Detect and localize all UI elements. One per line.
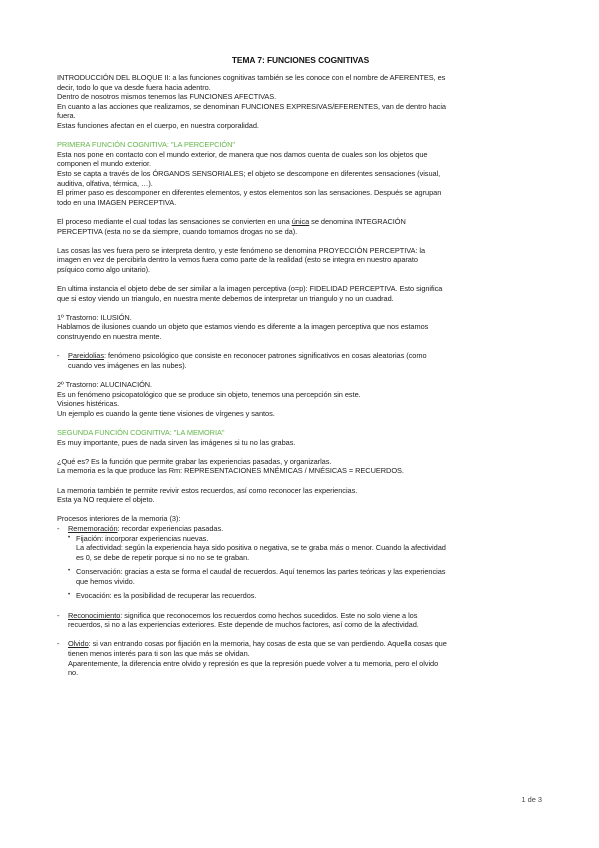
text-line: cuando ves imágenes en las nubes). (68, 360, 187, 370)
text-span: se denomina INTEGRACIÓN (309, 216, 406, 226)
list-item (57, 639, 544, 649)
intro-line: fuera. (57, 111, 76, 121)
text-line: que hemos vivido. (76, 576, 135, 586)
text-line: Es un fenómeno psicopatológico que se produce sin objeto, tenemos una percepción sin este. (57, 389, 361, 399)
trastorno-heading (57, 380, 544, 390)
text-line: Un ejemplo es cuando la gente tiene visiones de vírgenes y santos. (57, 408, 275, 418)
intro-line: Dentro de nosotros mismos tenemos las FUNCIONES AFECTIVAS. (57, 92, 277, 102)
text-line: El primer paso es descomponer en diferentes elementos, y estos elementos son las sensaciones. Después se agrupan (57, 188, 442, 198)
text-line: psíquico como algo unitario). (57, 264, 151, 274)
text-line: ¿Qué es? Es la función que permite grabar las experiencias pasadas, y organizarlas. (57, 456, 332, 466)
underlined-term: Olvido (68, 639, 89, 649)
text-line (57, 217, 544, 227)
document-page (57, 55, 544, 678)
trastorno-heading (57, 313, 544, 323)
text-line: PERCEPTIVA (esta no se da siempre, cuando tomamos drogas no se da). (57, 226, 298, 236)
text-line: En ultima instancia el objeto debe de ser similar a la imagen perceptiva (o=p): FIDELIDAD PERCEPTIVA. Esto significa (57, 284, 443, 294)
text-line: Aparentemente, la diferencia entre olvido y represión es que la represión puede volver a tu memoria, pero el olvido (68, 658, 439, 668)
underlined-term: Pareidolias (68, 351, 105, 361)
text-line: construyendo en nuestra mente. (57, 332, 162, 342)
underlined-word: única (291, 216, 310, 226)
underlined-term: Reconocimiento (68, 610, 121, 620)
text-line: todo en una IMAGEN PERCEPTIVA. (57, 197, 177, 207)
text-span: : significa que reconocemos los recuerdos como hechos sucedidos. Este no solo viene a los (120, 610, 418, 620)
text-line: Es muy importante, pues de nada sirven las imágenes si tu no las grabas. (57, 437, 296, 447)
page-title: TEMA 7: FUNCIONES COGNITIVAS (231, 55, 370, 65)
text-line: es 0, se debe de repetir porque si no no se te graban. (76, 552, 250, 562)
text-span: 2º Trastorno: (57, 380, 101, 389)
list-item (57, 351, 544, 361)
underlined-term: Rememoración (68, 523, 118, 533)
text-span: : fenómeno psicológico que consiste en reconocer patrones significativos en cosas aleatorias (como (104, 351, 427, 361)
text-line: que si estoy viendo un triangulo, en nuestra mente debemos de interpretar un triangulo y no un cuadrad. (57, 293, 394, 303)
text-span: ILUSIÓN. (100, 312, 132, 322)
text-line: Esto se capta a través de los ÓRGANOS SENSORIALES; el objeto se descompone en diferentes sensaciones (visual, (57, 168, 441, 178)
text-line: Hablamos de ilusiones cuando un objeto que estamos viendo es diferente a la imagen perceptiva que nos estamos (57, 322, 429, 332)
text-line: Las cosas las ves fuera pero se interpreta dentro, y este fenómeno se denomina PROYECCIÓN PERCEPTIVA: la (57, 245, 426, 255)
text-line: La memoria es la que produce las Rm: REPRESENTACIONES MNÉMICAS / MNÉSICAS = RECUERDOS. (57, 466, 404, 476)
page-number: 1 de 3 (521, 795, 542, 804)
text-line: Esta ya NO requiere el objeto. (57, 495, 155, 505)
sub-list-item: • Evocación: es la posibilidad de recuperar las recuerdos. (57, 591, 544, 601)
text-line: imagen en vez de percibirla dentro la vemos fuera como parte de la realidad (esto se integra en nuestro aparato (57, 255, 418, 265)
sub-list-item: • Conservación: gracias a esta se forma el caudal de recuerdos. Aquí tenemos las partes teóricas y las experiencias (57, 567, 544, 577)
text-line: Procesos interiores de la memoria (3): (57, 514, 181, 524)
intro-line: INTRODUCCIÓN DEL BLOQUE II: a las funciones cognitivas también se les conoce con el nombre de AFERENTES, es (57, 73, 446, 82)
text-span: : si van entrando cosas por fijación en la memoria, hay cosas de esta que se van perdiendo. Aquella cosas que (88, 639, 447, 649)
section-heading-memoria: SEGUNDA FUNCIÓN COGNITIVA: "LA MEMORIA" (57, 427, 225, 437)
list-item (57, 524, 544, 534)
text-line: recuerdos, si no a las experiencias exteriores. Este depende de muchos factores, así como de la afectividad. (68, 620, 419, 630)
text-span: 1º Trastorno: (57, 312, 101, 322)
text-line: La memoria también te permite revivir estos recuerdos, así como reconocer las experiencias. (57, 485, 358, 495)
text-line: La afectividad: según la experiencia haya sido positiva o negativa, se te graba más o menor. Cuando la afectividad (76, 543, 446, 553)
intro-line: Estas funciones afectan en el cuerpo, en nuestra corporalidad. (57, 120, 259, 130)
sub-list-item: • Fijación: incorporar experiencias nuevas. (57, 534, 544, 544)
text-span: ALUCINACIÓN. (100, 380, 153, 389)
intro-line: En cuanto a las acciones que realizamos, se denominan FUNCIONES EXPRESIVAS/EFERENTES, van de dentro hacia (57, 101, 446, 111)
text-line: Visiones histéricas. (57, 399, 120, 409)
percepcion-section (57, 140, 544, 418)
section-heading-percepcion: PRIMERA FUNCIÓN COGNITIVA: "LA PERCEPCIÓN" (57, 140, 235, 150)
text-line: componen el mundo exterior. (57, 159, 151, 169)
memoria-section (57, 428, 544, 678)
list-item (57, 611, 544, 621)
text-line: tienen menos interés para ti son las que más se olvidan. (68, 649, 250, 659)
text-span: : recordar experiencias pasadas. (117, 523, 224, 533)
text-line: auditiva, olfativa, térmica, …). (57, 178, 153, 188)
intro-line: decir, todo lo que va desde fuera hacia adentro. (57, 82, 211, 92)
text-line: no. (68, 668, 79, 678)
text-line: Esta nos pone en contacto con el mundo exterior, de manera que nos damos cuenta de cuales son los objetos que (57, 149, 428, 159)
text-span: El proceso mediante el cual todas las sensaciones se convierten en una (57, 216, 292, 226)
intro-section (57, 73, 544, 131)
